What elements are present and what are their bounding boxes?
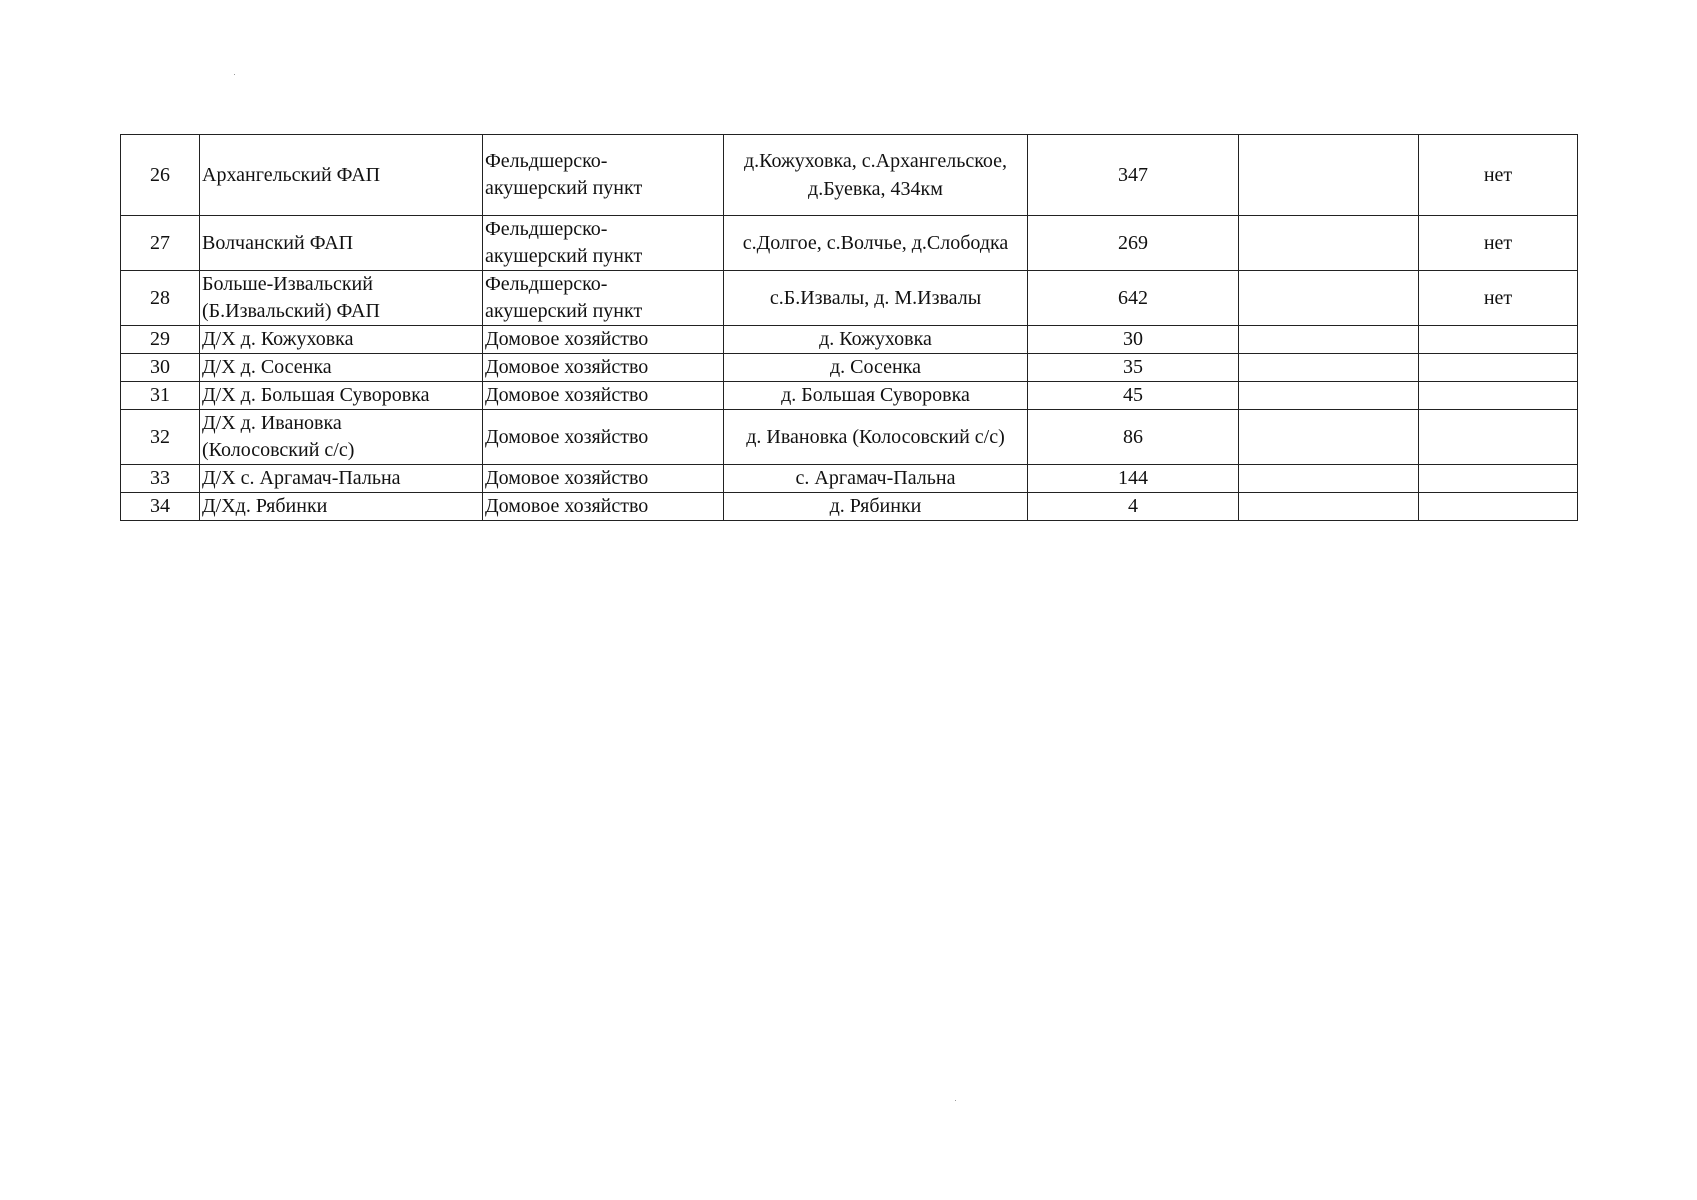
population-count: 4: [1028, 493, 1239, 521]
population-count: 30: [1028, 326, 1239, 354]
facility-type: Домовое хозяйство: [483, 410, 724, 465]
served-localities: д. Кожуховка: [724, 326, 1028, 354]
extra-cell: [1239, 354, 1419, 382]
facilities-table: [120, 134, 1578, 521]
note-cell: нет: [1419, 135, 1578, 216]
row-number: 31: [121, 382, 200, 410]
facility-type: Фельдшерско- акушерский пункт: [483, 271, 724, 326]
row-number: 28: [121, 271, 200, 326]
facility-name: Архангельский ФАП: [200, 135, 483, 216]
served-localities: д. Ивановка (Колосовский с/с): [724, 410, 1028, 465]
note-cell: нет: [1419, 271, 1578, 326]
row-number: 32: [121, 410, 200, 465]
facility-type: Домовое хозяйство: [483, 465, 724, 493]
population-count: 86: [1028, 410, 1239, 465]
table-row: [121, 271, 1578, 326]
facility-name: Д/Хд. Рябинки: [200, 493, 483, 521]
facility-type: Домовое хозяйство: [483, 326, 724, 354]
extra-cell: [1239, 326, 1419, 354]
facility-name: Волчанский ФАП: [200, 216, 483, 271]
extra-cell: [1239, 216, 1419, 271]
note-cell: [1419, 410, 1578, 465]
row-number: 34: [121, 493, 200, 521]
extra-cell: [1239, 135, 1419, 216]
table-row: [121, 354, 1578, 382]
table-row: [121, 216, 1578, 271]
note-cell: нет: [1419, 216, 1578, 271]
table-body: [121, 135, 1578, 521]
served-localities: с.Б.Извалы, д. М.Извалы: [724, 271, 1028, 326]
extra-cell: [1239, 382, 1419, 410]
facility-name: Больше-Извальский (Б.Извальский) ФАП: [200, 271, 483, 326]
served-localities: с. Аргамач-Пальна: [724, 465, 1028, 493]
extra-cell: [1239, 271, 1419, 326]
table-row: [121, 326, 1578, 354]
population-count: 144: [1028, 465, 1239, 493]
population-count: 269: [1028, 216, 1239, 271]
facility-name: Д/Х с. Аргамач-Пальна: [200, 465, 483, 493]
row-number: 27: [121, 216, 200, 271]
facility-type: Фельдшерско- акушерский пункт: [483, 216, 724, 271]
table-row: [121, 382, 1578, 410]
facility-type: Фельдшерско- акушерский пункт: [483, 135, 724, 216]
served-localities: д. Рябинки: [724, 493, 1028, 521]
extra-cell: [1239, 493, 1419, 521]
note-cell: [1419, 354, 1578, 382]
row-number: 26: [121, 135, 200, 216]
scan-speck: [955, 1100, 956, 1101]
served-localities: д.Кожуховка, с.Архангельское, д.Буевка, 434км: [724, 135, 1028, 216]
note-cell: [1419, 326, 1578, 354]
note-cell: [1419, 465, 1578, 493]
scan-speck: [234, 74, 235, 75]
extra-cell: [1239, 410, 1419, 465]
population-count: 35: [1028, 354, 1239, 382]
facility-name: Д/Х д. Ивановка (Колосовский с/с): [200, 410, 483, 465]
note-cell: [1419, 382, 1578, 410]
facility-name: Д/Х д. Сосенка: [200, 354, 483, 382]
population-count: 45: [1028, 382, 1239, 410]
table-row: [121, 410, 1578, 465]
served-localities: д. Сосенка: [724, 354, 1028, 382]
population-count: 642: [1028, 271, 1239, 326]
table-row: [121, 493, 1578, 521]
row-number: 33: [121, 465, 200, 493]
served-localities: с.Долгое, с.Волчье, д.Слободка: [724, 216, 1028, 271]
facility-name: Д/Х д. Кожуховка: [200, 326, 483, 354]
facility-type: Домовое хозяйство: [483, 493, 724, 521]
extra-cell: [1239, 465, 1419, 493]
facility-type: Домовое хозяйство: [483, 354, 724, 382]
served-localities: д. Большая Суворовка: [724, 382, 1028, 410]
facility-name: Д/Х д. Большая Суворовка: [200, 382, 483, 410]
table-row: [121, 135, 1578, 216]
note-cell: [1419, 493, 1578, 521]
facility-type: Домовое хозяйство: [483, 382, 724, 410]
population-count: 347: [1028, 135, 1239, 216]
row-number: 30: [121, 354, 200, 382]
table-row: [121, 465, 1578, 493]
row-number: 29: [121, 326, 200, 354]
